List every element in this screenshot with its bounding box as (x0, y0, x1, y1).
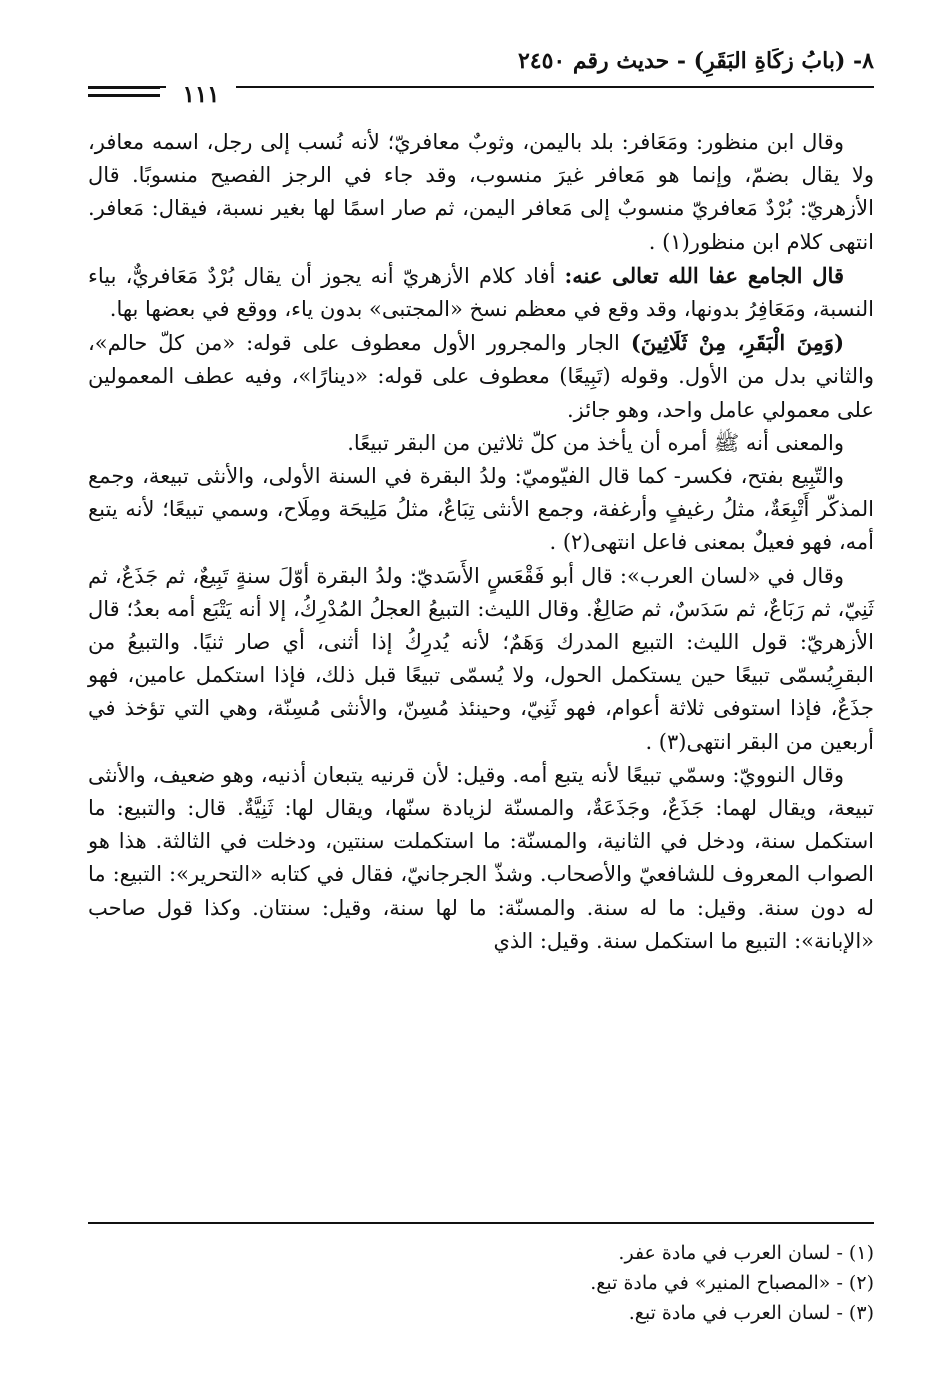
paragraph-text: وقال ابن منظور: ومَعَافر: بلد باليمن، وثوبٌ معافريّ؛ لأنه نُسب إلى رجل، اسمه معافر، ولا يقال بضمّ، وإنما هو مَعافر غيرَ منسوب، وقد جاء في الرجز الفصيح منسوبًا. قال الأزهريّ: بُرْدٌ مَعافريّ منسوبٌ إلى مَعافر اليمن، ثم صار اسمًا لها بغير نسبة، فيقال: مَعافر. انتهى كلام ابن منظور(١) . (88, 130, 874, 254)
paragraph-lead: قال الجامع عفا الله تعالى عنه: (564, 262, 844, 288)
paragraph-text: وقال النوويّ: وسمّي تبيعًا لأنه يتبع أمه. وقيل: لأن قرنيه يتبعان أذنيه، وهو ضعيف، والأنثى تبيعة، ويقال لهما: جَذَعٌ، وجَذَعَةٌ، والمسنّة لزيادة سنّها، ويقال لها: ثَنِيَّةٌ. قال: والتبيع: ما استكمل سنة، ودخل في الثانية، والمسنّة: ما استكملت سنتين، ودخلت في الثالثة. هذا هو الصواب المعروف للشافعيّ والأصحاب. وشذّ الجرجانيّ، فقال في كتابه «التحرير»: التبيع: ما له دون سنة. وقيل: ما له سنة. والمسنّة: ما لها سنة، وقيل: سنتان. وكذا قول صاحب «الإبانة»: التبيع ما استكمل سنة. وقيل: الذي (88, 762, 874, 953)
paragraph (88, 259, 874, 326)
footnote: (٣) - لسان العرب في مادة تبع. (628, 1302, 874, 1324)
main-text (88, 126, 874, 958)
footnote: (٢) - «المصباح المنير» في مادة تبع. (590, 1272, 874, 1294)
paragraph-text: أفاد كلام الأزهريّ أنه يجوز أن يقال بُرْدٌ مَعَافريٌّ، بياء النسبة، ومَعَافِرُ بدونها، وقد وقع في معظم نسخ «المجتبى» بدون ياء، ووقع في بعضها بها. (88, 263, 874, 322)
paragraph (88, 427, 874, 460)
paragraph-text: وقال في «لسان العرب»: قال أبو فَقْعَسٍ الأَسَديّ: ولدُ البقرة أوّلَ سنةٍ تَبِيعٌ، ثم جَذَعٌ، ثم ثَنِيّ، ثم رَبَاعٌ، ثم سَدَسٌ، ثم صَالِغٌ. وقال الليث: التبيعُ العجلُ المُدْرِكُ، إلا أنه يَتْبَع أمه بعدُ؛ قال الأزهريّ: قول الليث: التبيع المدرك وَهَمٌ؛ لأنه يُدرِكُ إذا أثنى، أي صار ثنيًا. والتبيعُ من البقرِيُسمّى تبيعًا حين يستكمل الحول، ولا يُسمّى تبيعًا قبل ذلك، فإذا استكمل عامين، فهو جذَعٌ، فإذا استوفى ثلاثة أعوام، فهو ثَنِيّ، وحينئذ مُسِنّ، والأنثى مُسِنّة، وهي التي تؤخذ في أربعين من البقر انتهى(٣) . (88, 563, 874, 754)
page-number-bar (88, 94, 160, 97)
paragraph-text: الجار والمجرور الأول معطوف على قوله: «من كلّ حالم»، والثاني بدل من الأول. وقوله (تَبِيعًا) معطوف على قوله: «دينارًا»، وفيه عطف المعمولين على معمولي عامل واحد، وهو جائز. (88, 331, 874, 422)
running-head: ٨- (بابُ زكَاةِ البَقَرِ) - حديث رقم ٢٤٥٠ (517, 48, 874, 74)
page-number: ١١١ (166, 82, 236, 108)
footnote-rule (88, 1222, 874, 1224)
paragraph-text: والتّبِيع بفتح، فكسر- كما قال الفيّوميّ: ولدُ البقرة في السنة الأولى، والأنثى تبيعة، وجمع المذكّر أَتْبِعَةٌ، مثلُ رغيفٍ وأرغفة، وجمع الأنثى تِبَاعٌ، مثلُ مَلِيحَة ومِلَاح، وسمي تبيعًا؛ لأنه يتبع أمه، فهو فعيلٌ بمعنى فاعل انتهى(٢) . (88, 464, 874, 555)
page-number-bar (88, 86, 160, 89)
book-page (88, 40, 874, 1340)
footnotes (88, 1238, 874, 1328)
paragraph (88, 460, 874, 560)
paragraph (88, 326, 874, 427)
paragraph (88, 126, 874, 259)
paragraph (88, 759, 874, 958)
footnote: (١) - لسان العرب في مادة عفر. (618, 1242, 874, 1264)
paragraph-lead: (وَمِنَ الْبَقَرِ، مِنْ ثَلَاثِينَ) (630, 330, 845, 356)
paragraph-text: والمعنى أنه ﷺ أمره أن يأخذ من كلّ ثلاثين من البقر تبيعًا. (347, 430, 844, 455)
paragraph (88, 560, 874, 759)
